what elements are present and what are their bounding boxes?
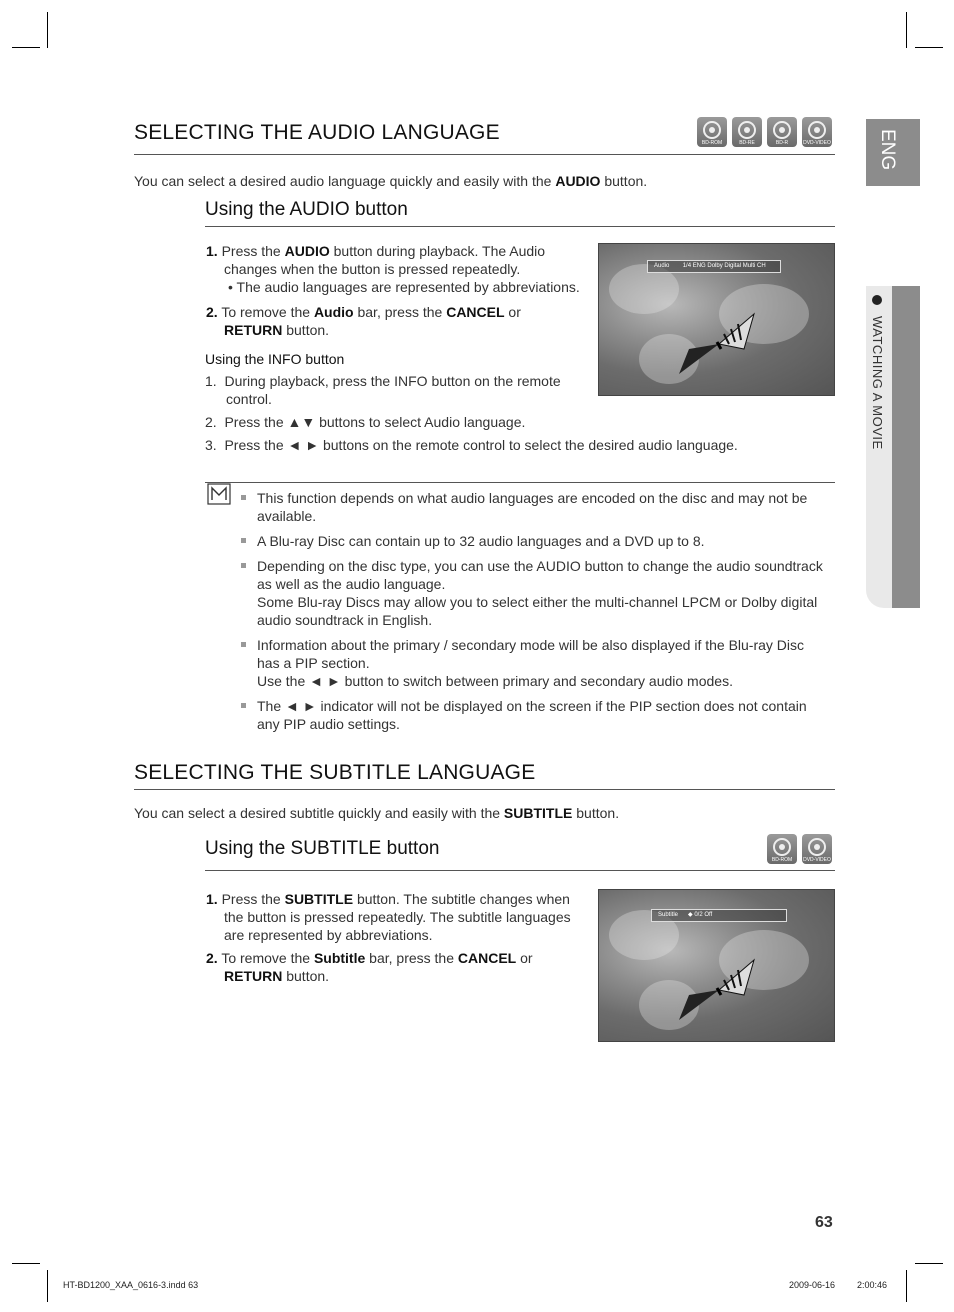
subtitle-subhead: Using the SUBTITLE button <box>205 838 440 859</box>
note-item: Depending on the disc type, you can use the AUDIO button to change the audio soundtrack as well as the audio language. Some Blu-ray Discs may allow you to select either the multi-channel LPCM or Dolby digital audio soundtrack in English. <box>240 557 838 629</box>
note-item: Information about the primary / secondary mode will be also displayed if the Blu-ray Disc has a PIP section. Use the ◄ ► button to switch between primary and secondary audio modes. <box>240 636 838 690</box>
note-item: This function depends on what audio languages are encoded on the disc and may not be available. <box>240 489 838 525</box>
audio-osd-screenshot <box>598 243 835 396</box>
note-item: The ◄ ► indicator will not be displayed on the screen if the PIP section does not contain any PIP audio settings. <box>240 697 838 733</box>
bd-rom-disc-icon: BD-ROM <box>697 117 727 147</box>
info-step-1: 1. During playback, press the INFO button on the remote control. <box>205 373 561 407</box>
bullet-dot-icon <box>872 295 882 305</box>
butterfly-icon <box>669 950 769 1030</box>
audio-osd-bar: Audio 1/4 ENG Dolby Digital Multi CH <box>647 260 781 273</box>
audio-step-2: 2. To remove the Audio bar, press the CANCEL or RETURN button. <box>206 304 521 338</box>
audio-intro: You can select a desired audio language quickly and easily with the AUDIO button. <box>134 173 648 189</box>
note-icon <box>207 483 231 505</box>
info-step-2: 2. Press the ▲▼ buttons to select Audio language. <box>205 414 526 430</box>
footer-date: 2009-06-16 <box>789 1280 836 1290</box>
notes-list <box>240 489 838 733</box>
bd-r-disc-icon: BD-R <box>767 117 797 147</box>
crop-mark <box>915 47 943 48</box>
audio-step-1: 1. Press the AUDIO button during playback. The Audio changes when the button is pressed repeatedly. • The audio languages are represented by abbreviations. <box>206 243 580 295</box>
dvd-video-disc-icon: DVD-VIDEO <box>802 834 832 864</box>
subtitle-osd-screenshot <box>598 889 835 1042</box>
chapter-tab <box>892 286 920 608</box>
language-tab-label: ENG <box>877 129 898 171</box>
crop-mark <box>906 1270 907 1302</box>
dvd-video-disc-icon: DVD-VIDEO <box>802 117 832 147</box>
crop-mark <box>47 12 48 48</box>
bd-rom-disc-icon: BD-ROM <box>767 834 797 864</box>
divider <box>205 482 835 483</box>
crop-mark <box>906 12 907 48</box>
audio-section-title: SELECTING THE AUDIO LANGUAGE <box>134 121 500 144</box>
divider <box>134 154 835 155</box>
info-step-3: 3. Press the ◄ ► buttons on the remote control to select the desired audio language. <box>205 437 738 453</box>
divider <box>205 870 835 871</box>
subtitle-section-title: SELECTING THE SUBTITLE LANGUAGE <box>134 761 536 784</box>
crop-mark <box>12 1263 40 1264</box>
language-tab <box>866 119 920 186</box>
subtitle-step-1: 1. Press the SUBTITLE button. The subtitle changes when the button is pressed repeatedly. The subtitle languages are represented by abbreviations. <box>206 891 571 943</box>
note-item: A Blu-ray Disc can contain up to 32 audio languages and a DVD up to 8. <box>240 532 838 550</box>
subtitle-step-2: 2. To remove the Subtitle bar, press the CANCEL or RETURN button. <box>206 950 533 984</box>
subtitle-osd-bar: Subtitle ◆ 0/2 Off <box>651 909 787 922</box>
bd-re-disc-icon: BD-RE <box>732 117 762 147</box>
footer-file: HT-BD1200_XAA_0616-3.indd 63 <box>63 1280 199 1290</box>
audio-subhead: Using the AUDIO button <box>205 199 408 220</box>
footer-time: 2:00:46 <box>857 1280 888 1290</box>
info-subhead: Using the INFO button <box>205 351 345 367</box>
page-number: 63 <box>815 1214 833 1231</box>
divider <box>205 226 835 227</box>
crop-mark <box>12 47 40 48</box>
crop-mark <box>915 1263 943 1264</box>
chapter-tab-label: WATCHING A MOVIE <box>870 316 885 450</box>
divider <box>134 789 835 790</box>
crop-mark <box>47 1270 48 1302</box>
subtitle-intro: You can select a desired subtitle quickly and easily with the SUBTITLE button. <box>134 805 620 821</box>
butterfly-icon <box>669 304 769 384</box>
